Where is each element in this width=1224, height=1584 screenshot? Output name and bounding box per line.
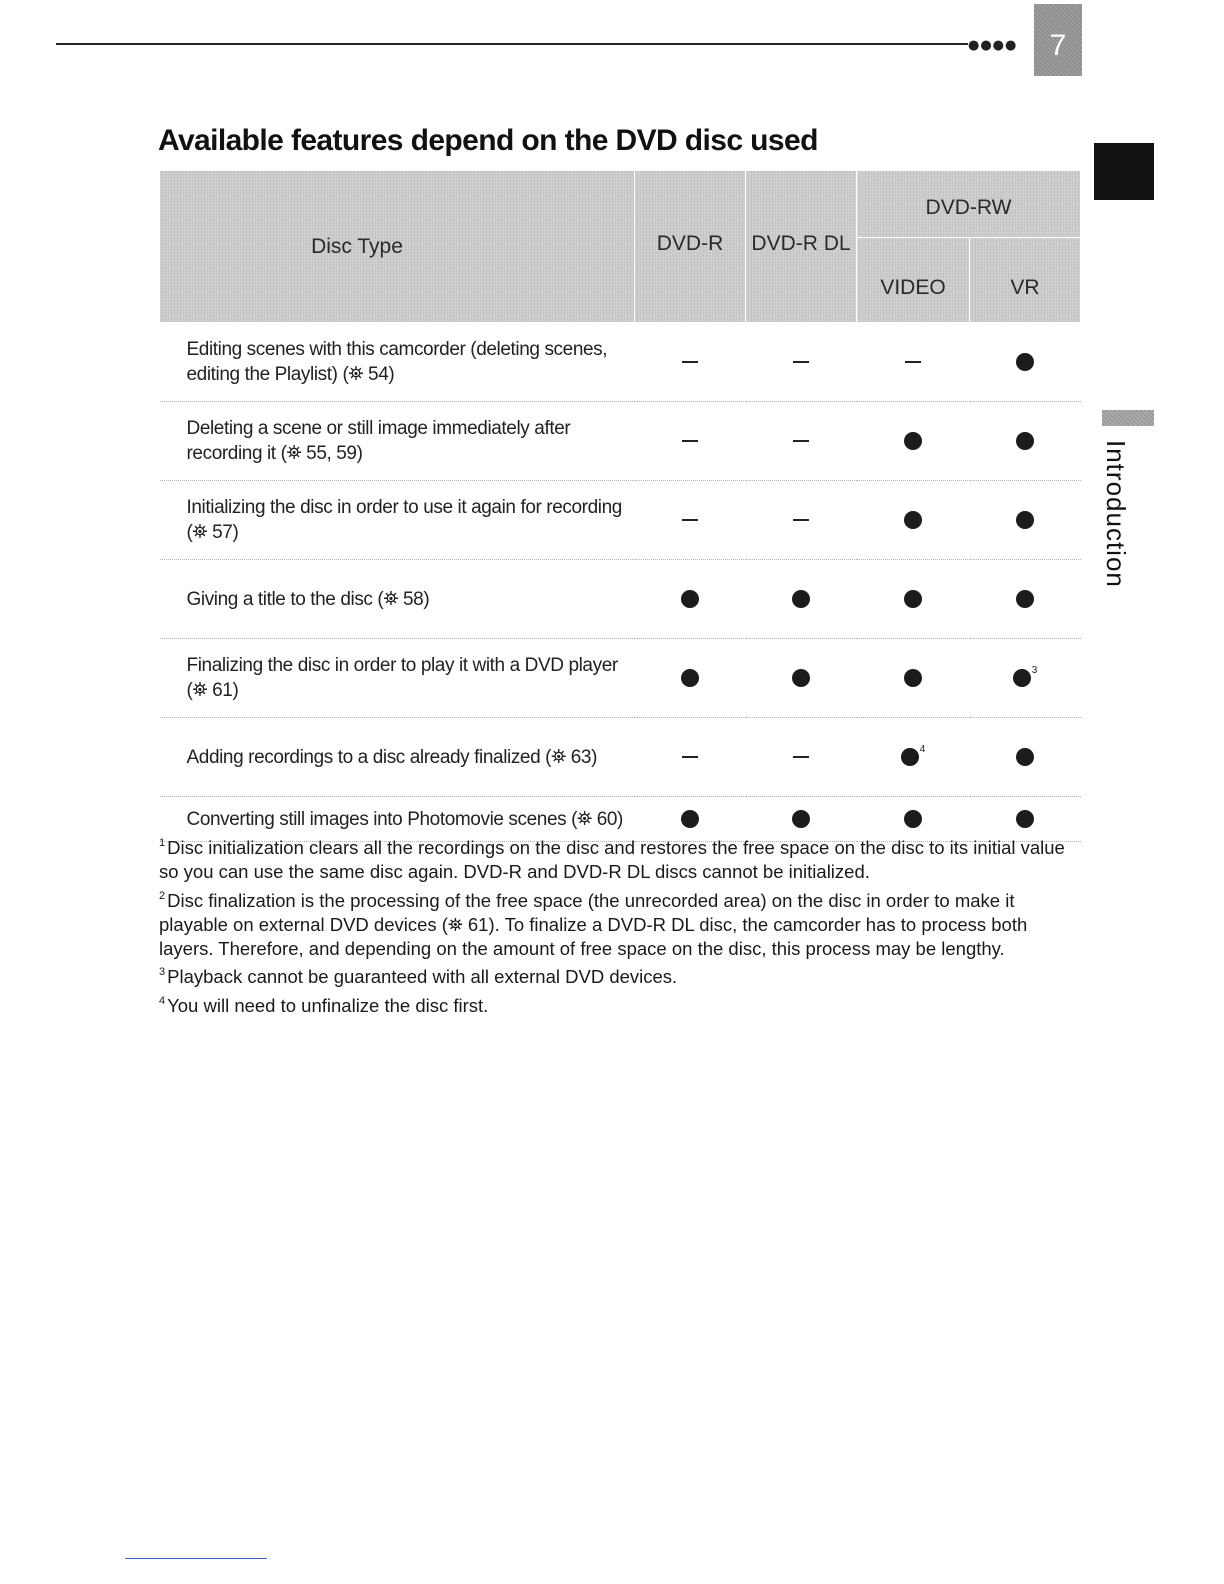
feature-cell: Deleting a scene or still image immediately after recording it (⛯ 55, 59) bbox=[160, 402, 635, 481]
value-cell-dvd-r bbox=[635, 481, 746, 560]
value-cell-video bbox=[857, 560, 970, 639]
not-supported-dash-icon bbox=[682, 361, 698, 363]
page-number-tab bbox=[1034, 4, 1082, 76]
supported-dot-icon bbox=[904, 669, 922, 687]
value-cell-dvd-r bbox=[635, 323, 746, 402]
disc-feature-table bbox=[159, 170, 1081, 842]
supported-dot-icon bbox=[681, 669, 699, 687]
supported-dot-icon bbox=[1013, 669, 1031, 687]
supported-dot-icon bbox=[792, 669, 810, 687]
footnote-marker: 3 bbox=[1031, 665, 1038, 677]
footnote bbox=[159, 990, 1084, 1018]
not-supported-dash-icon bbox=[793, 440, 809, 442]
footnote bbox=[159, 885, 1084, 962]
top-rule bbox=[56, 43, 968, 45]
value-cell-video bbox=[857, 323, 970, 402]
header-dvd-r: DVD-R bbox=[635, 171, 746, 323]
not-supported-dash-icon bbox=[905, 361, 921, 363]
header-dvd-rw: DVD-RW bbox=[857, 171, 1081, 238]
value-cell-vr bbox=[970, 323, 1081, 402]
supported-dot-icon bbox=[1016, 432, 1034, 450]
footnote-text: Disc initialization clears all the recordings on the disc and restores the free space on the disc to its initial value so you can use the same disc again. DVD-R and DVD-R DL discs cannot be initialized. bbox=[159, 837, 1065, 883]
value-cell-video bbox=[857, 718, 970, 797]
footnote-number: 2 bbox=[159, 889, 166, 902]
value-cell-vr bbox=[970, 639, 1081, 718]
feature-cell: Adding recordings to a disc already finalized (⛯ 63) bbox=[160, 718, 635, 797]
feature-cell: Converting still images into Photomovie scenes (⛯ 60) bbox=[160, 797, 635, 842]
section-tab-label: Introduction bbox=[1101, 440, 1131, 588]
top-dots: ●●●● bbox=[968, 38, 1018, 53]
value-cell-dvd-r bbox=[635, 402, 746, 481]
value-cell-vr bbox=[970, 402, 1081, 481]
footnote-number: 1 bbox=[159, 837, 166, 849]
header-dvd-r-dl: DVD-R DL bbox=[746, 171, 857, 323]
supported-dot-icon bbox=[1016, 590, 1034, 608]
not-supported-dash-icon bbox=[682, 756, 698, 758]
footnotes bbox=[159, 832, 1084, 1018]
feature-cell: Giving a title to the disc (⛯ 58) bbox=[160, 560, 635, 639]
table-row bbox=[160, 560, 1081, 639]
table-row bbox=[160, 323, 1081, 402]
side-black-marker bbox=[1094, 143, 1154, 200]
supported-dot-icon bbox=[904, 810, 922, 828]
footnote bbox=[159, 832, 1084, 885]
footnote-marker: 4 bbox=[919, 744, 926, 756]
not-supported-dash-icon bbox=[682, 440, 698, 442]
footnote bbox=[159, 961, 1084, 989]
value-cell-vr bbox=[970, 560, 1081, 639]
supported-dot-icon bbox=[1016, 748, 1034, 766]
header-vr: VR bbox=[970, 238, 1081, 323]
feature-cell: Finalizing the disc in order to play it with a DVD player (⛯ 61) bbox=[160, 639, 635, 718]
table-body bbox=[160, 323, 1081, 842]
value-cell-dvd-r bbox=[635, 560, 746, 639]
supported-dot-icon bbox=[792, 810, 810, 828]
bottom-rule bbox=[125, 1558, 267, 1559]
value-cell-dvd-r-dl bbox=[746, 402, 857, 481]
value-cell-dvd-r-dl bbox=[746, 639, 857, 718]
supported-dot-icon bbox=[904, 511, 922, 529]
supported-dot-icon bbox=[1016, 810, 1034, 828]
footnote-text: Playback cannot be guaranteed with all external DVD devices. bbox=[167, 966, 678, 988]
footnote-text: Disc finalization is the processing of the free space (the unrecorded area) on the disc in order to make it playable on external DVD devices (⛯ 61). To finalize a DVD-R DL disc, the camcorder has to process both layers. Therefore, and depending on the amount of free space on the disc, this process may be lengthy. bbox=[159, 889, 1028, 960]
supported-dot-icon bbox=[792, 590, 810, 608]
supported-dot-icon bbox=[1016, 511, 1034, 529]
value-cell-dvd-r bbox=[635, 718, 746, 797]
value-cell-dvd-r-dl bbox=[746, 323, 857, 402]
table-row bbox=[160, 639, 1081, 718]
not-supported-dash-icon bbox=[682, 519, 698, 521]
supported-dot-icon bbox=[901, 748, 919, 766]
page-heading: Available features depend on the DVD disc used bbox=[158, 124, 818, 157]
not-supported-dash-icon bbox=[793, 756, 809, 758]
supported-dot-icon bbox=[904, 432, 922, 450]
footnote-number: 4 bbox=[159, 994, 166, 1007]
footnote-text: You will need to unfinalize the disc first. bbox=[167, 994, 489, 1016]
value-cell-dvd-r-dl bbox=[746, 718, 857, 797]
not-supported-dash-icon bbox=[793, 519, 809, 521]
value-cell-vr bbox=[970, 718, 1081, 797]
feature-cell: Initializing the disc in order to use it again for recording (⛯ 57) bbox=[160, 481, 635, 560]
value-cell-dvd-r bbox=[635, 639, 746, 718]
header-video: VIDEO bbox=[857, 238, 970, 323]
page-number: 7 bbox=[1049, 29, 1067, 62]
table-row bbox=[160, 481, 1081, 560]
supported-dot-icon bbox=[681, 590, 699, 608]
table-row bbox=[160, 718, 1081, 797]
value-cell-dvd-r-dl bbox=[746, 560, 857, 639]
side-gray-marker bbox=[1102, 410, 1154, 426]
footnote-number: 3 bbox=[159, 966, 166, 979]
supported-dot-icon bbox=[681, 810, 699, 828]
not-supported-dash-icon bbox=[793, 361, 809, 363]
table-row bbox=[160, 402, 1081, 481]
value-cell-dvd-r-dl bbox=[746, 481, 857, 560]
value-cell-video bbox=[857, 639, 970, 718]
supported-dot-icon bbox=[1016, 353, 1034, 371]
value-cell-video bbox=[857, 481, 970, 560]
supported-dot-icon bbox=[904, 590, 922, 608]
feature-cell: Editing scenes with this camcorder (deleting scenes, editing the Playlist) (⛯ 54) bbox=[160, 323, 635, 402]
header-disc-type: Disc Type bbox=[160, 171, 635, 323]
value-cell-video bbox=[857, 402, 970, 481]
value-cell-vr bbox=[970, 481, 1081, 560]
